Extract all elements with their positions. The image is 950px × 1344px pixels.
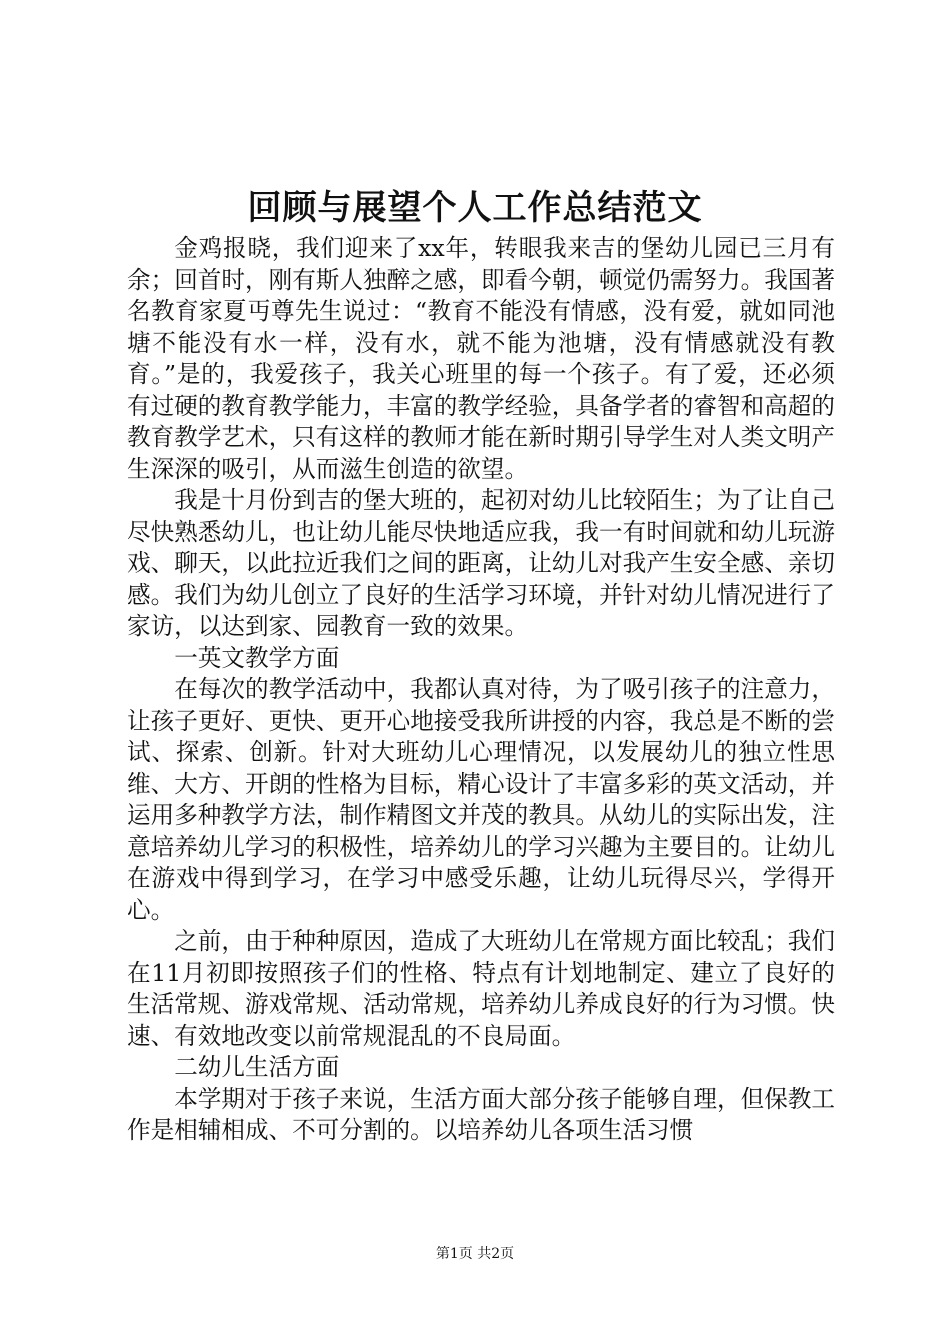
page-footer: 第1页 共2页: [435, 1246, 515, 1262]
document-title: 回顾与展望个人工作总结范文: [247, 188, 703, 228]
paragraph-routines: 之前，由于种种原因，造成了大班幼儿在常规方面比较乱；我们在11月初即按照孩子们的性格、特点有计划地制定、建立了良好的生活常规、游戏常规、活动常规，培养幼儿养成良好的行为习惯。快速、有效地改变以前常规混乱的不良局面。: [127, 927, 835, 1050]
paragraph-life: 本学期对于孩子来说，生活方面大部分孩子能够自理，但保教工作是相辅相成、不可分割的。以培养幼儿各项生活习惯: [127, 1084, 835, 1144]
paragraph-intro: 金鸡报晓，我们迎来了xx年，转眼我来吉的堡幼儿园已三月有余；回首时，刚有斯人独醉之感，即看今朝，顿觉仍需努力。我国著名教育家夏丏尊先生说过：“教育不能没有情感，没有爱，就如同池塘不能没有水一样，没有水，就不能为池塘，没有情感就没有教育。”是的，我爱孩子，我关心班里的每一个孩子。有了爱，还必须有过硬的教育教学能力，丰富的教学经验，具备学者的睿智和高超的教育教学艺术，只有这样的教师才能在新时期引导学生对人类文明产生深深的吸引，从而滋生创造的欲望。: [127, 234, 835, 483]
section-heading-life: 二幼儿生活方面: [174, 1053, 340, 1081]
paragraph-english-teaching: 在每次的教学活动中，我都认真对待，为了吸引孩子的注意力，让孩子更好、更快、更开心地接受我所讲授的内容，我总是不断的尝试、探索、创新。针对大班幼儿心理情况，以发展幼儿的独立性思维、大方、开朗的性格为目标，精心设计了丰富多彩的英文活动，并运用多种教学方法，制作精图文并茂的教具。从幼儿的实际出发，注意培养幼儿学习的积极性，培养幼儿的学习兴趣为主要目的。让幼儿在游戏中得到学习，在学习中感受乐趣，让幼儿玩得尽兴，学得开心。: [127, 675, 835, 924]
paragraph-arrival: 我是十月份到吉的堡大班的，起初对幼儿比较陌生；为了让自己尽快熟悉幼儿，也让幼儿能尽快地适应我，我一有时间就和幼儿玩游戏、聊天，以此拉近我们之间的距离，让幼儿对我产生安全感、亲切感。我们为幼儿创立了良好的生活学习环境，并针对幼儿情况进行了家访，以达到家、园教育一致的效果。: [127, 486, 835, 640]
document-body: [127, 233, 835, 1147]
section-heading-english: 一英文教学方面: [174, 643, 340, 672]
